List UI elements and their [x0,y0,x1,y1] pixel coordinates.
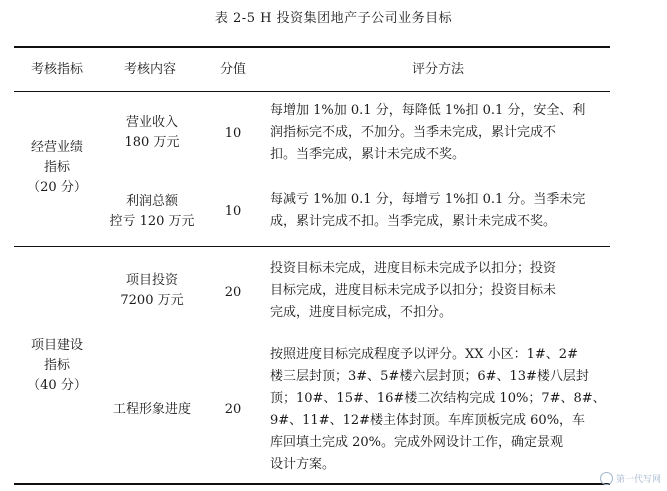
row-content: 利润总额 控亏 120 万元 [109,194,195,229]
watermark-logo-icon [600,472,613,485]
watermark [600,472,661,485]
row-score: 20 [224,402,242,417]
row-method: 投资目标未完成，进度目标未完成予以扣分；投资 目标完成，进度目标未完成予以扣分；投资目标未 完成，进度目标完成，不扣分。 [270,261,557,320]
header-content: 考核内容 [123,62,176,77]
row-content: 项目投资 7200 万元 [120,273,184,308]
row-content: 营业收入 180 万元 [124,115,180,150]
header-method: 评分方法 [411,62,464,77]
header-indicator: 考核指标 [30,62,83,77]
group-indicator: 项目建设 指标 （40 分） [27,338,87,393]
row-method: 按照进度目标完成程度予以评分。XX 小区：1#、2# 楼三层封顶；3#、5#楼六层封顶；6#、13#楼八层封 顶；10#、15#、16#楼二次结构完成 10%；7#、8#、 9#、11#、12#楼主体封顶。车库顶板完成 60%，车 库回填土完成 20%。完成外网设计工作，确定景观 设计方案。 [270,347,606,472]
group-rule [14,246,610,247]
row-method: 每减亏 1%加 0.1 分，每增亏 1%扣 0.1 分。当季未完 成，累计完成不扣。当季完成，累计未完成不奖。 [270,192,586,229]
row-method: 每增加 1%加 0.1 分，每降低 1%扣 0.1 分，安全、利 润指标完不成，不加分。当季未完成，累计完成不 扣。当季完成，累计未完成不奖。 [270,103,586,162]
bottom-rule [14,483,610,485]
row-content: 工程形象进度 [112,402,191,417]
group-indicator: 经营业绩 指标 （20 分） [27,140,87,195]
header-score: 分值 [219,62,246,77]
row-score: 20 [224,285,242,300]
watermark-text: 第一代写网 [615,475,661,485]
top-rule [14,46,610,48]
row-score: 10 [224,126,242,141]
row-score: 10 [224,204,242,219]
table-caption: 表 2-5 H 投资集团地产子公司业务目标 [214,11,453,26]
header-rule [14,91,610,92]
